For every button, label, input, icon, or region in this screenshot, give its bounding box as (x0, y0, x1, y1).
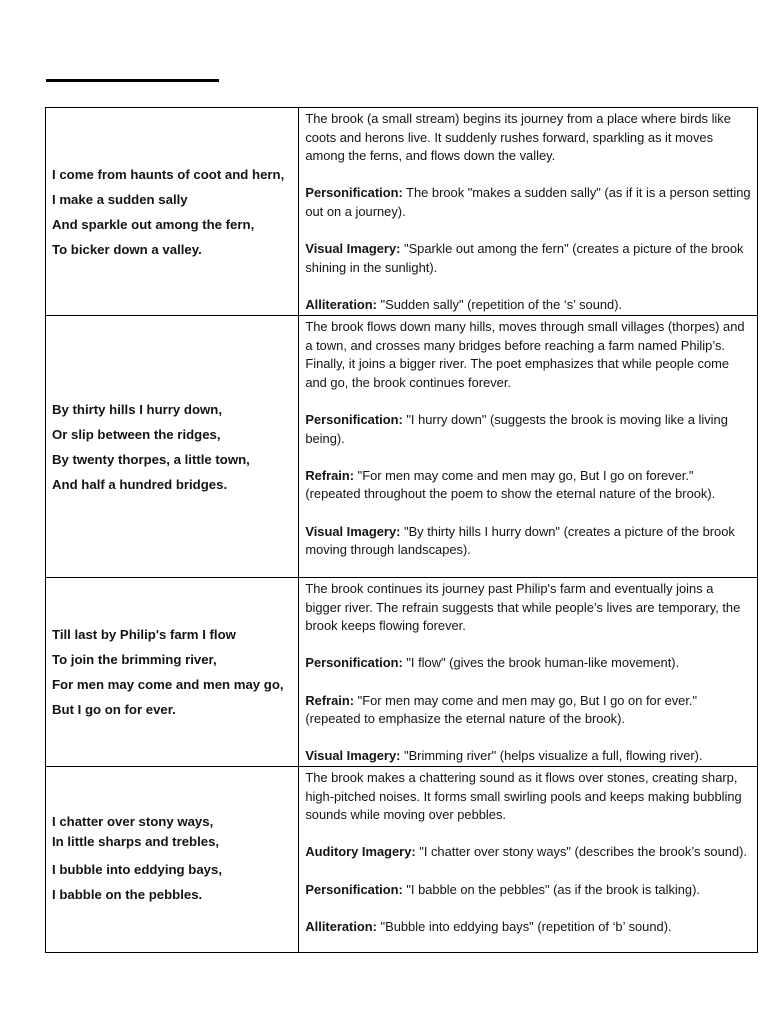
device-note: Visual Imagery: "By thirty hills I hurry down" (creates a picture of the brook moving through landscapes). (305, 523, 735, 558)
device-label: Personification: (305, 881, 403, 897)
verse-line: I make a sudden sally (52, 191, 188, 207)
stanza-cell (46, 316, 299, 578)
device-label: Personification: (305, 185, 403, 201)
analysis-cell (299, 578, 758, 767)
device-note: Visual Imagery: "Sparkle out among the fern" (creates a picture of the brook shining in the sunlight). (305, 241, 744, 275)
verse-line: I bubble into eddying bays, (52, 862, 222, 877)
stanza-cell (46, 108, 299, 316)
device-note: Refrain: "For men may come and men may go, But I go on forever." (repeated throughout the poem to show the eternal nature of the brook). (305, 467, 716, 502)
verse-line: By twenty thorpes, a little town, (52, 451, 250, 467)
verse-line: I babble on the pebbles. (52, 887, 203, 902)
stanza-cell (46, 767, 299, 953)
device-label: Visual Imagery: (305, 523, 401, 539)
verse-line: I chatter over stony ways, (52, 814, 214, 829)
summary-paragraph: The brook makes a chattering sound as it flows over stones, creating sharp, high-pitched noises. It forms small swirling pools and keeps making bubbling sounds while moving over pebbles. (305, 770, 742, 823)
device-note: Alliteration: "Bubble into eddying bays" (repetition of ‘b’ sound). (305, 918, 672, 934)
verse-line: By thirty hills I hurry down, (52, 401, 222, 417)
table-row (46, 108, 758, 316)
device-label: Personification: (305, 655, 403, 671)
device-note: Alliteration: "Sudden sally" (repetition of the ‘s’ sound). (305, 296, 623, 312)
device-note: Personification: "I hurry down" (suggests the brook is moving like a living being). (305, 411, 728, 446)
verse-line: Or slip between the ridges, (52, 426, 221, 442)
stanza-cell (46, 578, 299, 767)
device-label: Refrain: (305, 692, 355, 708)
device-note: Personification: "I flow" (gives the brook human-like movement). (305, 655, 680, 671)
table-row (46, 316, 758, 578)
verse-line: I come from haunts of coot and hern, (52, 166, 285, 182)
table-row (46, 578, 758, 767)
verse-line: To join the brimming river, (52, 652, 217, 667)
analysis-cell (299, 316, 758, 578)
device-note: Auditory Imagery: "I chatter over stony ways" (describes the brook’s sound). (305, 844, 747, 860)
verse-line: For men may come and men may go, (52, 677, 284, 692)
verse-line: In little sharps and trebles, (52, 834, 220, 849)
analysis-cell (299, 767, 758, 953)
verse-line: And half a hundred bridges. (52, 476, 228, 492)
table-row (46, 767, 758, 953)
device-note: Refrain: "For men may come and men may go, But I go on for ever." (repeated to emphasize the eternal nature of the brook). (305, 692, 698, 727)
device-note: Personification: "I babble on the pebbles" (as if the brook is talking). (305, 881, 700, 897)
device-note: Visual Imagery: "Brimming river" (helps visualize a full, flowing river). (305, 748, 703, 764)
device-label: Alliteration: (305, 296, 377, 312)
device-label: Visual Imagery: (305, 241, 401, 257)
verse-line: Till last by Philip's farm I flow (52, 627, 236, 642)
verse-line: To bicker down a valley. (52, 241, 202, 257)
summary-paragraph: The brook flows down many hills, moves through small villages (thorpes) and a town, and crosses many bridges before reaching a farm named Philip’s. Finally, it joins a bigger river. The poet emphasizes that while people come and go, the brook continues forever. (305, 319, 745, 390)
summary-paragraph: The brook (a small stream) begins its journey from a place where birds like coots and herons live. It suddenly rushes forward, sparkling as it moves among the ferns, and flows down the valley. (305, 111, 731, 164)
header-rule (46, 79, 219, 82)
device-label: Alliteration: (305, 918, 377, 934)
device-note: Personification: The brook "makes a sudden sally" (as if it is a person setting out on a journey). (305, 185, 751, 219)
verse-line: But I go on for ever. (52, 702, 176, 717)
poem-analysis-table (45, 107, 758, 953)
device-label: Personification: (305, 411, 403, 427)
analysis-cell (299, 108, 758, 316)
device-label: Auditory Imagery: (305, 844, 416, 860)
summary-paragraph: The brook continues its journey past Philip's farm and eventually joins a bigger river. The refrain suggests that while people’s lives are temporary, the brook keeps flowing forever. (305, 581, 741, 634)
verse-line: And sparkle out among the fern, (52, 216, 255, 232)
device-label: Visual Imagery: (305, 748, 401, 764)
device-label: Refrain: (305, 467, 355, 483)
